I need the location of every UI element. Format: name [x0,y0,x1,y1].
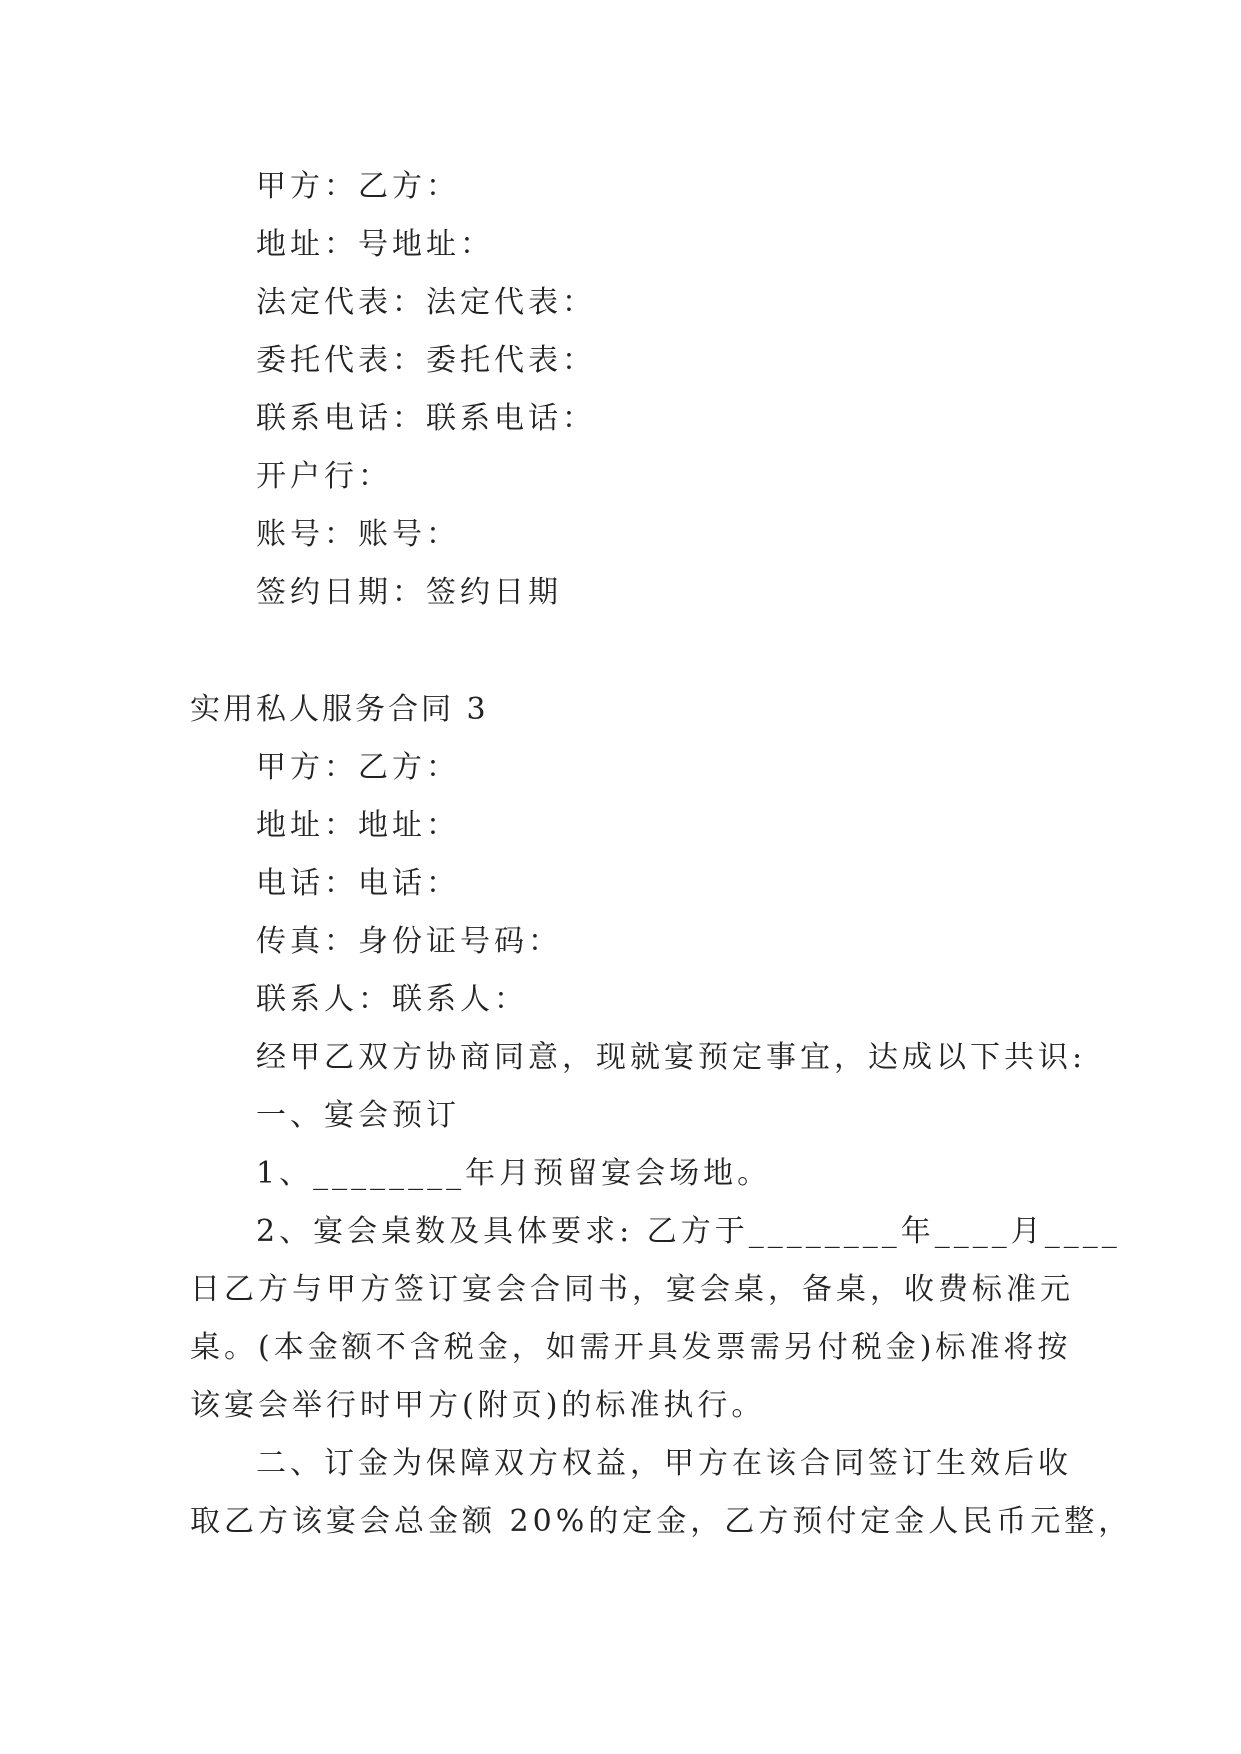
section-title: 实用私人服务合同 3 [190,692,489,727]
sign-date-line: 签约日期：签约日期 [256,575,562,610]
clause-item: 2、宴会桌数及具体要求: 乙方于________年____月____ [256,1214,1121,1249]
fax-id-line: 传真：身份证号码： [256,924,562,959]
clause-heading: 二、订金为保障双方权益，甲方在该合同签订生效后收 [256,1446,1072,1481]
contact-line: 联系人：联系人： [256,982,528,1017]
clause-item: 1、________年月预留宴会场地。 [256,1156,772,1191]
party-line: 甲方：乙方： [256,169,460,204]
paragraph-line: 日乙方与甲方签订宴会合同书，宴会桌，备桌，收费标准元 [190,1272,1074,1307]
paragraph-line: 桌。(本金额不含税金，如需开具发票需另付税金)标准将按 [190,1330,1072,1365]
clause-heading: 一、宴会预订 [256,1098,460,1133]
paragraph-line: 取乙方该宴会总金额 20%的定金，乙方预付定金人民币元整， [190,1504,1133,1539]
agent-rep-line: 委托代表：委托代表： [256,343,596,378]
bank-line: 开户行： [256,459,392,494]
address-line: 地址：地址： [256,808,460,843]
paragraph-line: 该宴会举行时甲方(附页)的标准执行。 [190,1388,766,1423]
address-line: 地址：号地址： [256,227,494,262]
phone-line: 联系电话：联系电话： [256,401,596,436]
party-line: 甲方：乙方： [256,750,460,785]
agreement-intro-line: 经甲乙双方协商同意，现就宴预定事宜，达成以下共识: [256,1040,1087,1075]
account-line: 账号：账号： [256,517,460,552]
legal-rep-line: 法定代表：法定代表： [256,285,596,320]
phone-line: 电话：电话： [256,866,460,901]
